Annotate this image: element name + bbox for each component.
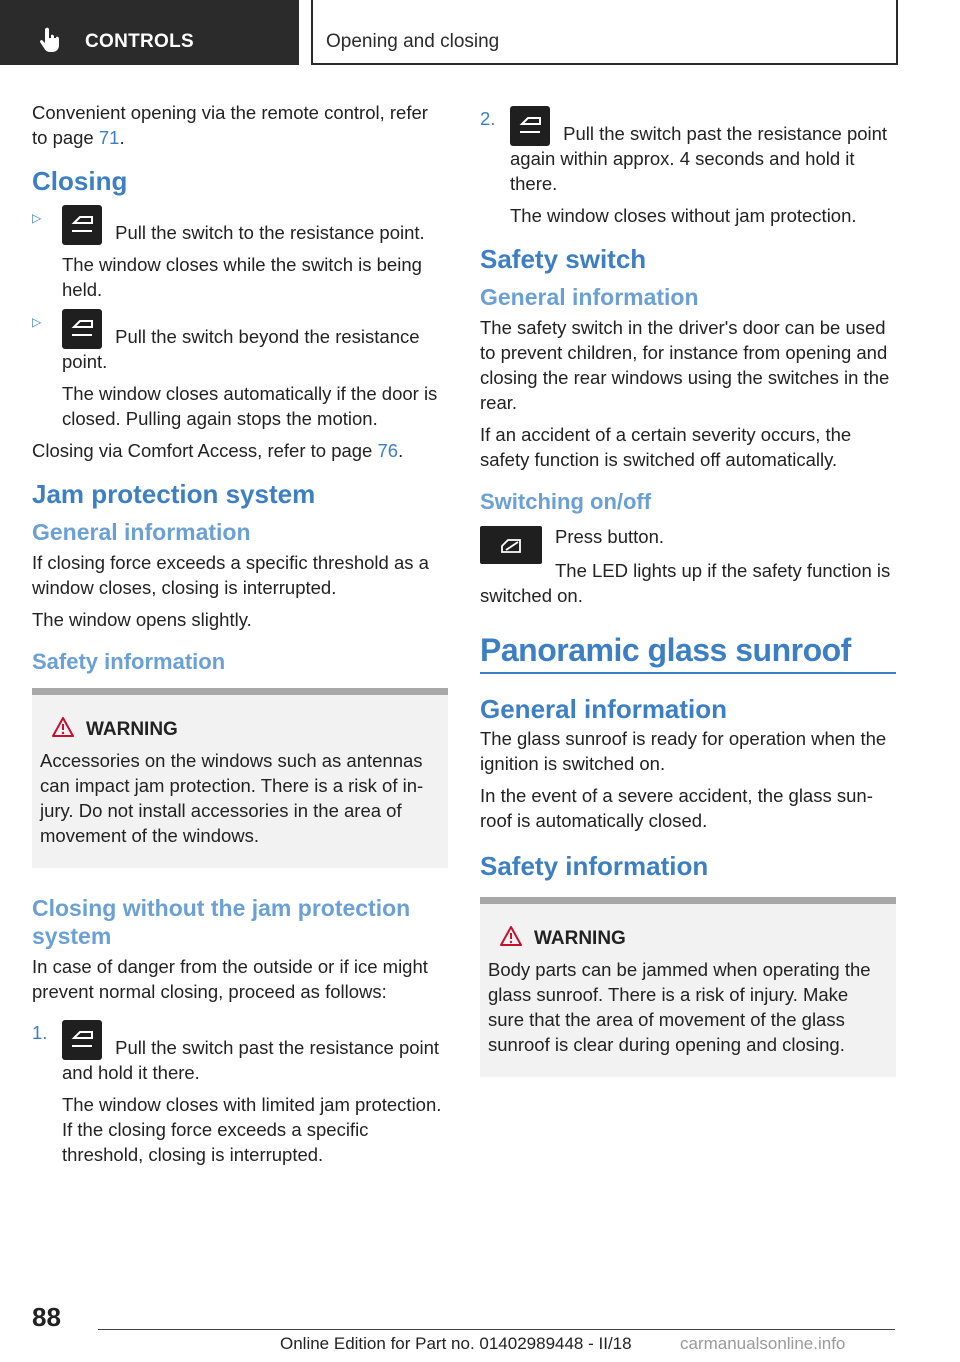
paragraph: If an accident of a certain severity occurs, the safety function is switched off automatically. [480,424,852,470]
comfort-access-paragraph: Closing via Comfort Access, refer to page 76. [32,440,404,461]
right-column [480,106,896,1087]
watermark: carmanualsonline.info [680,1334,846,1353]
sunroof-safety-heading: Safety information [480,851,709,881]
paragraph: In the event of a severe accident, the glass sunroof is automatically closed. [480,785,873,831]
paragraph: The glass sunroof is ready for operation when the ignition is switched on. [480,728,887,774]
left-column [32,100,448,1174]
safety-info-heading: Safety information [32,649,226,674]
paragraph: The window opens slightly. [32,609,252,630]
window-switch-icon [510,106,550,146]
paragraph: If closing force exceeds a specific threshold as a window closes, closing is interrupted. [32,552,429,598]
sunroof-heading: Panoramic glass sunroof [480,630,896,674]
paragraph: The LED lights up if the safety function is switched on. [480,560,891,606]
paragraph: In case of danger from the outside or if ice might prevent normal closing, proceed as follows: [32,956,428,1002]
general-info-heading: General information [32,519,251,545]
warning-box [480,897,896,1077]
chapter-title: Opening and closing [326,31,500,52]
warning-triangle-icon [500,926,522,946]
window-switch-icon [62,1020,102,1060]
section-title: CONTROLS [85,31,195,52]
safety-switch-heading: Safety switch [480,244,647,274]
switching-heading: Switching on/off [480,489,652,514]
footer-divider [98,1329,895,1330]
warning-text: Accessories on the windows such as antennas can impact jam protection. There is a risk of injury. Do not install accessories in the area of movement of the windows. [40,750,424,846]
paragraph: Press button. [555,526,665,547]
triangle-bullet-icon: ▷ [32,315,42,329]
warning-triangle-icon [52,717,74,737]
window-switch-icon [62,309,102,349]
list-item: ▷ Pull the switch beyond the resistance point. The window closes automatically if the door is closed. Pulling again stops the motion. [32,309,448,431]
section-tab [0,0,299,65]
page-link[interactable]: 71 [98,127,120,148]
warning-label: WARNING [40,717,440,742]
warning-box [32,688,448,868]
triangle-bullet-icon: ▷ [32,211,42,225]
hand-icon [38,26,64,52]
warning-label: WARNING [488,926,888,951]
list-item: 2. Pull the switch past the resistance point again within approx. 4 seconds and hold it there. The window closes without jam protection. [480,108,888,226]
list-item: ▷ Pull the switch to the resistance point. The window closes while the switch is being held. [32,205,448,302]
closing-heading: Closing [32,166,128,196]
intro-paragraph: Convenient opening via the remote control, refer to page 71. [32,102,428,148]
list-item: 1. Pull the switch past the resistance point and hold it there. The window closes with limited jam protection. If the closing force exceeds a specific threshold, closing is interrupted. [32,1022,442,1165]
page-number: 88 [32,1302,61,1332]
safety-switch-button-icon [480,526,542,564]
sunroof-general-heading: General information [480,694,728,724]
chapter-tab [311,0,898,65]
window-switch-icon [62,205,102,245]
jam-protection-heading: Jam protection system [32,479,316,509]
paragraph: The safety switch in the driver's door can be used to prevent children, for instance from opening and closing the rear windows using the switches in the rear. [480,317,890,413]
warning-text: Body parts can be jammed when operating the glass sunroof. There is a risk of injury. Make sure that the area of movement of the glass sunroof is clear during opening and closing. [488,959,871,1055]
safety-button-row [480,524,896,568]
general-info-heading: General information [480,284,699,310]
edition-text: Online Edition for Part no. 01402989448 - II/18 [280,1334,632,1353]
closing-without-heading: Closing without the jam protection system [32,895,411,949]
page-link[interactable]: 76 [377,440,399,461]
